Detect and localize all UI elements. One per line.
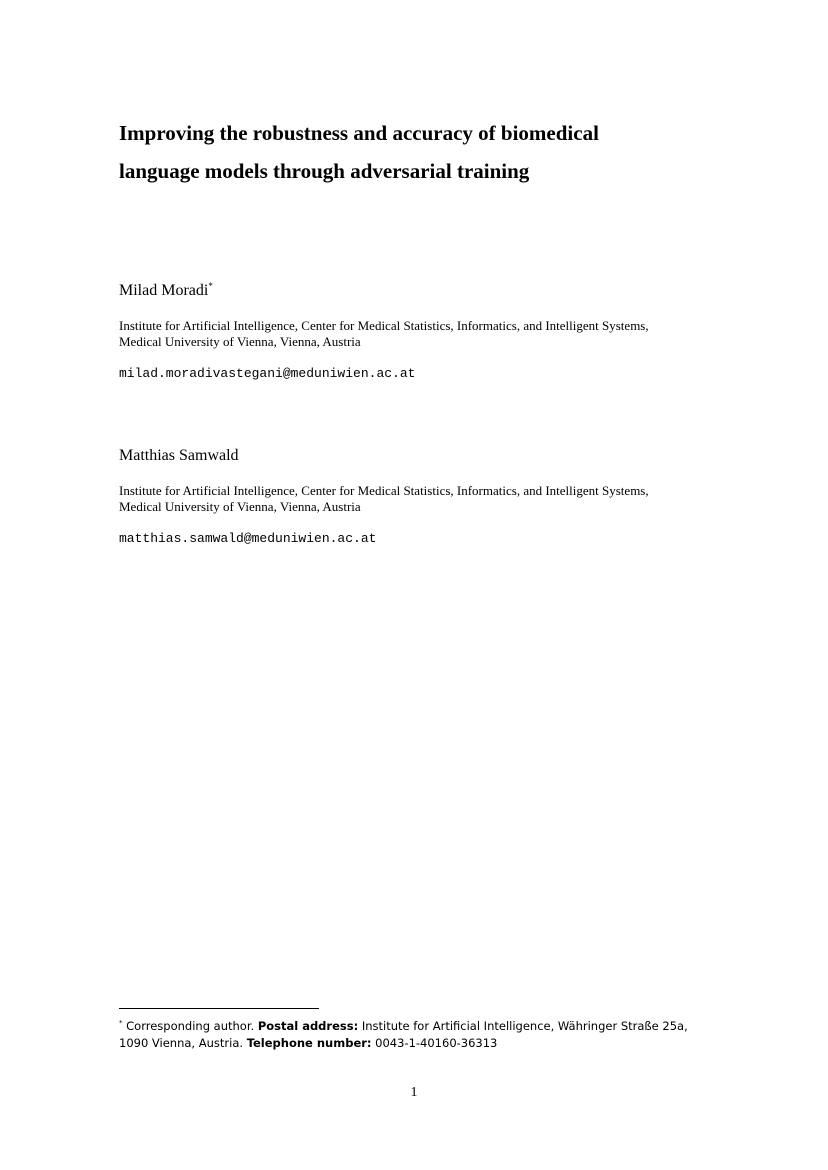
footnote: * Corresponding author. Postal address: Institute for Artificial Intelligence, Währinger Straße 25a, 1090 Vienna, Austria. Telephone number: 0043-1-40160-36313	[119, 1019, 688, 1050]
author-affiliation-1: Institute for Artificial Intelligence, Center for Medical Statistics, Informatics, and Intelligent Systems, Medical University of Vienna, Vienna, Austria	[119, 318, 649, 349]
telephone-label: Telephone number:	[246, 1036, 372, 1050]
author-email-2[interactable]: matthias.samwald@meduniwien.ac.at	[119, 531, 377, 546]
title-line-1: Improving the robustness and accuracy of biomedical	[119, 121, 599, 145]
footnote-divider	[119, 1008, 319, 1009]
author-name-1: Milad Moradi*	[119, 281, 213, 299]
author-affiliation-2: Institute for Artificial Intelligence, Center for Medical Statistics, Informatics, and Intelligent Systems, Medical University of Vienna, Vienna, Austria	[119, 483, 649, 514]
title-line-2: language models through adversarial training	[119, 159, 530, 183]
author-name-2: Matthias Samwald	[119, 447, 239, 464]
page-number: 1	[410, 1085, 418, 1100]
postal-address-label: Postal address:	[257, 1019, 359, 1033]
footnote-marker: *	[119, 1019, 123, 1027]
paper-title	[119, 114, 739, 190]
corresponding-marker: *	[208, 281, 213, 291]
author-email-1[interactable]: milad.moradivastegani@meduniwien.ac.at	[119, 366, 416, 381]
